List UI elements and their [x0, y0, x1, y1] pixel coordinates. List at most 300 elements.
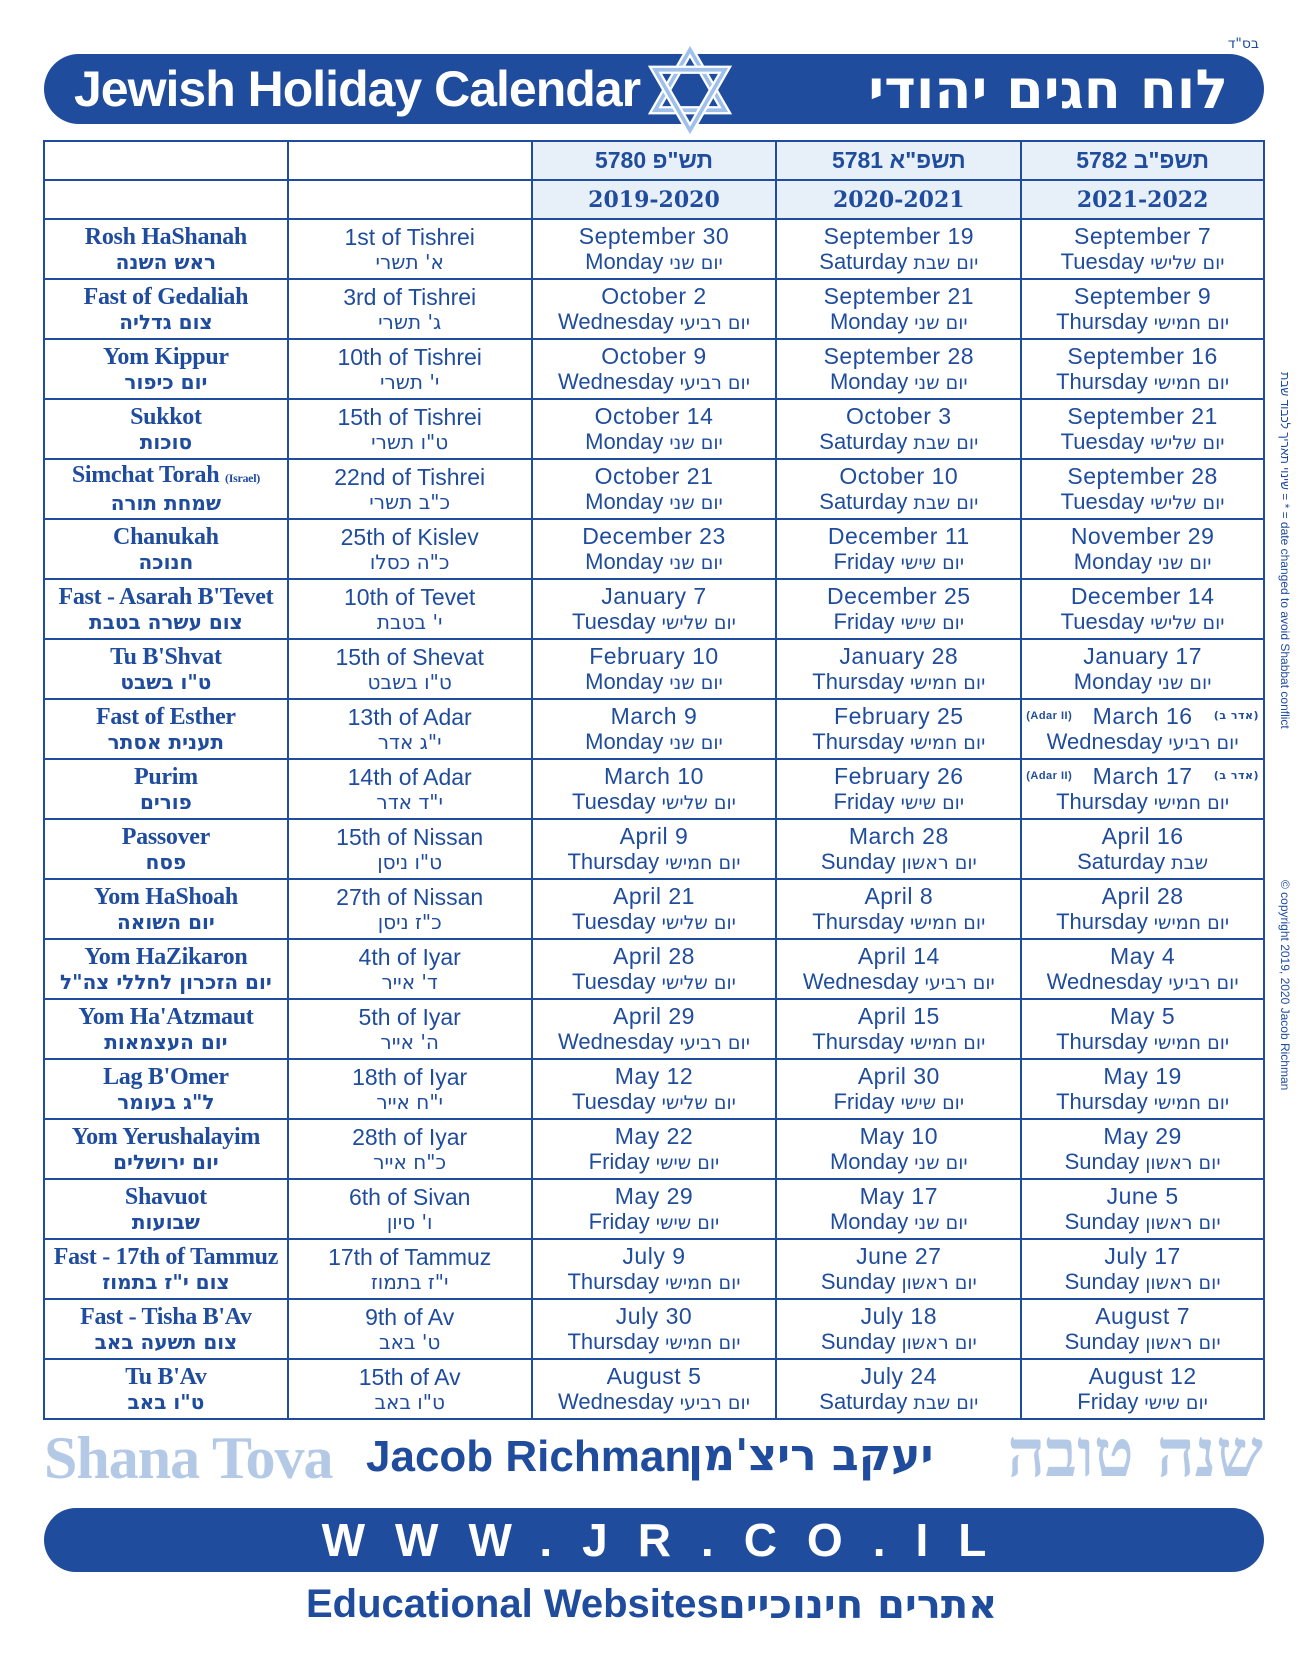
- holiday-name-cell: [44, 579, 288, 639]
- holiday-name-cell: [44, 339, 288, 399]
- holiday-name-english: [45, 704, 287, 730]
- holiday-name-cell: [44, 879, 288, 939]
- holiday-name-english: [45, 462, 287, 491]
- hebrew-date-hebrew: י' בטבת: [376, 609, 443, 634]
- gregorian-date-cell: [532, 579, 777, 639]
- gregorian-date: [777, 763, 1020, 789]
- holiday-name-english: [45, 1244, 287, 1270]
- hebrew-date-cell: [288, 699, 532, 759]
- shana-tova-english: Shana Tova: [44, 1425, 333, 1491]
- gregorian-date-cell: [1021, 879, 1264, 939]
- holiday-name-hebrew: צום י"ז בתמוז: [102, 1269, 230, 1294]
- gregorian-date-text: September 28: [823, 342, 975, 369]
- column-hebrew-year: 5781 תשפ"א: [776, 141, 1021, 180]
- weekday-hebrew: יום ראשון: [901, 1331, 977, 1354]
- gregorian-date-text: June 27: [856, 1242, 942, 1269]
- weekday-hebrew: יום ראשון: [1145, 1271, 1221, 1294]
- weekday-hebrew: יום ראשון: [901, 1271, 977, 1294]
- weekday: [1022, 1029, 1263, 1056]
- gregorian-date: [1022, 1363, 1263, 1389]
- gregorian-date-cell: [532, 339, 777, 399]
- weekday-english: Saturday: [819, 488, 908, 514]
- weekday-english: Wednesday: [557, 308, 674, 334]
- hebrew-date-english: 22nd of Tishrei: [334, 463, 486, 490]
- gregorian-date-text: April 15: [857, 1002, 940, 1029]
- holiday-name-english-text: Lag B'Omer: [103, 1063, 229, 1090]
- holiday-name-english: [45, 644, 287, 670]
- weekday: [777, 1329, 1020, 1356]
- weekday-english: Monday: [829, 1148, 909, 1174]
- weekday: [533, 429, 776, 456]
- hebrew-date-cell: [288, 399, 532, 459]
- hebrew-date-english: 15th of Shevat: [335, 643, 484, 670]
- gregorian-date-cell: [532, 1359, 777, 1419]
- holiday-row: [44, 1119, 1264, 1179]
- gregorian-date-cell: [776, 939, 1021, 999]
- weekday-hebrew: יום ראשון: [1145, 1211, 1221, 1234]
- weekday: [777, 729, 1020, 756]
- weekday-hebrew: יום חמישי: [1153, 371, 1230, 394]
- holiday-name-hebrew: חנוכה: [138, 549, 194, 574]
- holiday-name-hebrew: צום עשרה בטבת: [89, 609, 243, 634]
- holiday-name-cell: [44, 639, 288, 699]
- weekday-hebrew: יום רביעי: [924, 971, 995, 994]
- gregorian-date-cell: [776, 1179, 1021, 1239]
- weekday: [533, 669, 776, 696]
- header-empty-cell: [288, 180, 532, 219]
- adar-note-english: (Adar II): [1026, 769, 1073, 782]
- holiday-name-english-text: Fast of Esther: [96, 703, 236, 730]
- gregorian-date-cell: [532, 1179, 777, 1239]
- gregorian-date-cell: [776, 639, 1021, 699]
- gregorian-date-cell: [1021, 1119, 1264, 1179]
- weekday-hebrew: יום שלישי: [661, 611, 736, 634]
- gregorian-date-cell: [1021, 639, 1264, 699]
- weekday: [777, 1029, 1020, 1056]
- holiday-row: [44, 399, 1264, 459]
- hebrew-date-hebrew: א' תשרי: [375, 249, 444, 274]
- weekday-english: Sunday: [820, 1268, 896, 1294]
- gregorian-date: [777, 1363, 1020, 1389]
- hebrew-date-english: 15th of Nissan: [336, 823, 484, 850]
- gregorian-date-text: July 30: [615, 1302, 693, 1329]
- weekday: [1022, 1269, 1263, 1296]
- gregorian-date-text: September 28: [1067, 462, 1218, 489]
- holiday-name-hebrew: שמחת תורה: [110, 491, 222, 515]
- weekday-hebrew: יום שלישי: [1150, 611, 1225, 634]
- hebrew-date-english: 9th of Av: [365, 1303, 455, 1330]
- gregorian-date-text: July 9: [622, 1242, 686, 1269]
- educational-websites-hebrew: אתרים חינוכיים: [718, 1582, 998, 1628]
- gregorian-date-text: September 7: [1074, 222, 1212, 249]
- holiday-name-english-text: Chanukah: [113, 523, 219, 550]
- holiday-name-hebrew: ט"ו בשבט: [120, 669, 212, 694]
- weekday-hebrew: יום שלישי: [661, 911, 736, 934]
- holiday-name-english: [45, 524, 287, 550]
- hebrew-date-english: 17th of Tammuz: [328, 1243, 492, 1270]
- weekday-english: Monday: [829, 1208, 909, 1234]
- weekday: [533, 1029, 776, 1056]
- gregorian-date: [533, 1003, 776, 1029]
- gregorian-date: [1022, 1183, 1263, 1209]
- gregorian-date-text: May 29: [1103, 1122, 1182, 1149]
- gregorian-date-text: February 10: [589, 642, 719, 669]
- star-of-david-icon: [644, 44, 736, 136]
- gregorian-date: [1022, 283, 1263, 309]
- hebrew-date-cell: [288, 1179, 532, 1239]
- weekday-hebrew: יום חמישי: [1153, 311, 1230, 334]
- weekday-hebrew: יום חמישי: [1153, 911, 1230, 934]
- weekday: [1022, 609, 1263, 636]
- gregorian-date: [777, 823, 1020, 849]
- holiday-name-cell: [44, 459, 288, 519]
- gregorian-date: [777, 343, 1020, 369]
- holiday-name-english: [45, 1364, 287, 1390]
- weekday-hebrew: יום חמישי: [665, 1271, 741, 1294]
- column-gregorian-years: 2020-2021: [776, 180, 1021, 219]
- gregorian-date-text: June 5: [1106, 1182, 1179, 1209]
- hebrew-date-english: 3rd of Tishrei: [343, 283, 477, 310]
- weekday: [533, 969, 776, 996]
- weekday: [777, 789, 1020, 816]
- weekday-english: Saturday: [1077, 848, 1166, 874]
- website-url-link[interactable]: WWW.JR.CO.IL: [321, 1514, 1017, 1566]
- holiday-row: [44, 999, 1264, 1059]
- gregorian-date-cell: [532, 879, 777, 939]
- weekday-hebrew: יום שבת: [913, 431, 979, 454]
- header-empty-cell: [288, 141, 532, 180]
- holiday-name-cell: [44, 999, 288, 1059]
- holiday-name-english-text: Passover: [121, 823, 211, 850]
- weekday-hebrew: יום רביעי: [1168, 971, 1239, 994]
- author-name-hebrew: יעקב ריצ'מן: [688, 1430, 934, 1481]
- column-gregorian-years: 2021-2022: [1021, 180, 1264, 219]
- weekday-english: Monday: [585, 428, 664, 454]
- weekday-english: Friday: [588, 1148, 650, 1174]
- gregorian-date: [533, 583, 776, 609]
- header-banner: [44, 54, 1264, 124]
- gregorian-date-cell: [532, 219, 777, 279]
- gregorian-date-cell: [1021, 219, 1264, 279]
- hebrew-date-cell: [288, 579, 532, 639]
- gregorian-date: [533, 343, 776, 369]
- gregorian-date-cell: [1021, 1179, 1264, 1239]
- weekday-english: Monday: [585, 668, 664, 694]
- weekday-english: Sunday: [820, 1328, 896, 1354]
- holiday-name-english: [45, 284, 287, 310]
- gregorian-date: [777, 1123, 1020, 1149]
- gregorian-date-cell: [1021, 519, 1264, 579]
- holiday-name-hebrew: שבועות: [131, 1209, 200, 1234]
- gregorian-date: [533, 943, 776, 969]
- holiday-name-english-text: Fast - 17th of Tammuz: [53, 1243, 279, 1270]
- gregorian-date: [777, 403, 1020, 429]
- weekday-english: Thursday: [1056, 308, 1148, 334]
- holiday-name-hebrew: יום השואה: [117, 909, 215, 934]
- weekday-english: Tuesday: [572, 968, 656, 994]
- weekday: [777, 849, 1020, 876]
- holiday-name-english-text: Yom Ha'Atzmaut: [78, 1003, 254, 1030]
- weekday-english: Tuesday: [1060, 488, 1145, 514]
- weekday-hebrew: יום שלישי: [1150, 251, 1225, 274]
- holiday-name-english-text: Tu B'Shvat: [110, 643, 222, 670]
- weekday-english: Friday: [833, 788, 895, 814]
- gregorian-date-text: May 22: [614, 1122, 694, 1149]
- weekday-english: Friday: [1077, 1388, 1139, 1414]
- weekday: [1022, 249, 1263, 276]
- holiday-row: [44, 699, 1264, 759]
- weekday-english: Thursday: [567, 848, 660, 874]
- hebrew-date-english: 1st of Tishrei: [344, 223, 475, 250]
- weekday: [533, 1329, 776, 1356]
- gregorian-date: [777, 1183, 1020, 1209]
- gregorian-date: [533, 1183, 776, 1209]
- gregorian-date-cell: [776, 1119, 1021, 1179]
- holiday-name-hebrew: יום כיפור: [124, 369, 208, 394]
- hebrew-date-hebrew: ד' אייר: [381, 969, 438, 994]
- weekday-english: Sunday: [1064, 1268, 1140, 1294]
- educational-websites-english: Educational Websites: [306, 1582, 719, 1626]
- weekday: [1022, 369, 1263, 396]
- gregorian-date: [533, 403, 776, 429]
- hebrew-date-english: 5th of Iyar: [358, 1003, 461, 1030]
- weekday-english: Monday: [585, 248, 664, 274]
- gregorian-date-cell: [532, 1059, 777, 1119]
- weekday-hebrew: יום חמישי: [909, 671, 986, 694]
- weekday: [533, 789, 776, 816]
- weekday: [1022, 1389, 1263, 1416]
- weekday-hebrew: יום שני: [669, 731, 723, 754]
- hebrew-date-cell: [288, 939, 532, 999]
- holiday-name-hebrew: צום תשעה באב: [94, 1329, 238, 1354]
- weekday-english: Monday: [1073, 548, 1153, 574]
- weekday-english: Tuesday: [572, 608, 656, 634]
- holiday-row: [44, 219, 1264, 279]
- holiday-row: [44, 1359, 1264, 1419]
- weekday-hebrew: יום שישי: [655, 1151, 720, 1174]
- gregorian-date-cell: [776, 1299, 1021, 1359]
- gregorian-date-text: November 29: [1070, 522, 1215, 549]
- gregorian-date-text: December 14: [1070, 582, 1215, 609]
- weekday-english: Wednesday: [557, 1028, 674, 1054]
- gregorian-date: [1022, 703, 1263, 729]
- side-note: [1276, 372, 1294, 1192]
- weekday-hebrew: יום חמישי: [909, 731, 986, 754]
- weekday: [1022, 309, 1263, 336]
- gregorian-date-text: May 10: [859, 1122, 939, 1149]
- weekday-hebrew: יום שני: [669, 431, 723, 454]
- hebrew-date-hebrew: כ"ה כסלו: [369, 549, 450, 574]
- gregorian-date-text: October 9: [601, 342, 707, 369]
- holiday-name-english-text: Simchat Torah: [71, 462, 220, 488]
- gregorian-date: [777, 1063, 1020, 1089]
- holiday-name-english-text: Yom HaZikaron: [84, 943, 248, 970]
- weekday: [533, 489, 776, 516]
- holiday-name-hebrew: פסח: [145, 849, 187, 874]
- weekday: [1022, 849, 1263, 876]
- gregorian-date: [533, 463, 776, 489]
- weekday-english: Monday: [829, 368, 909, 394]
- hebrew-date-cell: [288, 819, 532, 879]
- header-row-hebrew-years: [44, 141, 1264, 180]
- weekday: [533, 249, 776, 276]
- weekday-hebrew: יום שני: [1158, 551, 1212, 574]
- weekday-hebrew: יום שלישי: [661, 791, 736, 814]
- gregorian-date-text: April 21: [612, 882, 695, 909]
- weekday: [1022, 429, 1263, 456]
- holiday-name-note: (Israel): [225, 471, 260, 485]
- gregorian-date: [533, 1303, 776, 1329]
- holiday-name-english-text: Sukkot: [130, 403, 202, 430]
- weekday-english: Wednesday: [557, 1388, 674, 1414]
- gregorian-date-cell: [532, 759, 777, 819]
- page-title-english: Jewish Holiday Calendar: [74, 61, 641, 117]
- gregorian-date-cell: [776, 999, 1021, 1059]
- weekday-hebrew: יום שני: [669, 491, 723, 514]
- gregorian-date-text: January 7: [601, 582, 707, 609]
- weekday: [777, 1089, 1020, 1116]
- weekday-hebrew: יום חמישי: [665, 1331, 741, 1354]
- gregorian-date-cell: [1021, 1299, 1264, 1359]
- gregorian-date-cell: [532, 1119, 777, 1179]
- holiday-name-cell: [44, 699, 288, 759]
- gregorian-date-cell: [1021, 699, 1264, 759]
- adar-note-english: (Adar II): [1026, 709, 1073, 722]
- weekday-english: Tuesday: [572, 788, 656, 814]
- gregorian-date-text: September 30: [578, 222, 730, 249]
- gregorian-date-text: December 23: [582, 522, 726, 549]
- hebrew-date-hebrew: י"ג אדר: [377, 729, 442, 754]
- gregorian-date-cell: [1021, 1239, 1264, 1299]
- weekday: [777, 609, 1020, 636]
- gregorian-date: [533, 823, 776, 849]
- weekday-hebrew: יום שלישי: [661, 971, 736, 994]
- weekday-english: Wednesday: [557, 368, 674, 394]
- gregorian-date: [777, 523, 1020, 549]
- weekday-english: Sunday: [820, 848, 896, 874]
- gregorian-date: [1022, 463, 1263, 489]
- holiday-name-cell: [44, 1359, 288, 1419]
- weekday-english: Friday: [833, 1088, 895, 1114]
- gregorian-date-text: October 14: [594, 402, 714, 429]
- holiday-row: [44, 279, 1264, 339]
- weekday: [777, 969, 1020, 996]
- gregorian-date: [533, 1243, 776, 1269]
- website-banner[interactable]: [44, 1508, 1264, 1572]
- weekday-hebrew: יום רביעי: [679, 311, 750, 334]
- holiday-row: [44, 1299, 1264, 1359]
- weekday-hebrew: יום שני: [669, 671, 723, 694]
- hebrew-date-cell: [288, 999, 532, 1059]
- hebrew-date-hebrew: כ"ז ניסן: [377, 909, 442, 934]
- weekday-hebrew: יום חמישי: [909, 911, 986, 934]
- hebrew-date-hebrew: ט"ו ניסן: [377, 849, 443, 874]
- weekday: [533, 549, 776, 576]
- gregorian-date-text: March 17: [1092, 762, 1193, 789]
- gregorian-date-text: October 2: [601, 282, 707, 309]
- gregorian-date: [533, 523, 776, 549]
- hebrew-date-hebrew: י"ח אייר: [376, 1089, 444, 1114]
- hebrew-date-hebrew: כ"ח אייר: [373, 1149, 447, 1174]
- weekday-english: Thursday: [1056, 1088, 1148, 1114]
- gregorian-date-text: March 10: [604, 762, 704, 789]
- weekday-english: Monday: [585, 488, 664, 514]
- weekday-hebrew: יום חמישי: [1153, 1091, 1230, 1114]
- weekday: [533, 1149, 776, 1176]
- weekday: [777, 369, 1020, 396]
- gregorian-date-text: April 16: [1101, 822, 1184, 849]
- weekday-english: Tuesday: [1060, 608, 1145, 634]
- weekday-english: Tuesday: [1060, 428, 1145, 454]
- weekday-hebrew: יום ראשון: [901, 851, 977, 874]
- gregorian-date-text: April 28: [1101, 882, 1184, 909]
- gregorian-date-text: December 25: [827, 582, 971, 609]
- weekday: [777, 1209, 1020, 1236]
- hebrew-date-english: 27th of Nissan: [336, 883, 484, 910]
- weekday-hebrew: שבת: [1171, 851, 1209, 874]
- weekday: [777, 669, 1020, 696]
- holiday-name-hebrew: פורים: [139, 789, 192, 814]
- holiday-name-english: [45, 584, 287, 610]
- weekday-english: Tuesday: [572, 1088, 656, 1114]
- weekday: [1022, 729, 1263, 756]
- weekday-hebrew: יום שישי: [900, 611, 965, 634]
- weekday: [533, 1089, 776, 1116]
- holiday-name-english-text: Yom HaShoah: [93, 883, 238, 910]
- weekday: [1022, 1209, 1263, 1236]
- gregorian-date-text: January 17: [1083, 642, 1203, 669]
- weekday-hebrew: יום שני: [914, 311, 968, 334]
- hebrew-date-hebrew: ג' תשרי: [378, 309, 442, 334]
- holiday-name-hebrew: צום גדליה: [119, 309, 213, 334]
- weekday-hebrew: יום רביעי: [679, 371, 750, 394]
- gregorian-date: [1022, 883, 1263, 909]
- hebrew-date-english: 13th of Adar: [347, 703, 472, 730]
- weekday-english: Sunday: [1064, 1208, 1140, 1234]
- gregorian-date-text: September 21: [823, 282, 975, 309]
- gregorian-date-text: January 28: [839, 642, 959, 669]
- header-empty-cell: [44, 180, 288, 219]
- gregorian-date-cell: [776, 459, 1021, 519]
- gregorian-date-text: May 19: [1103, 1062, 1182, 1089]
- weekday: [533, 909, 776, 936]
- gregorian-date-cell: [1021, 1059, 1264, 1119]
- gregorian-date-text: October 3: [846, 402, 952, 429]
- weekday-english: Saturday: [819, 248, 908, 274]
- gregorian-date: [1022, 403, 1263, 429]
- gregorian-date-cell: [532, 699, 777, 759]
- gregorian-date-text: March 9: [610, 702, 698, 729]
- gregorian-date: [1022, 1243, 1263, 1269]
- gregorian-date-text: August 7: [1095, 1302, 1190, 1329]
- weekday-english: Friday: [588, 1208, 650, 1234]
- holiday-name-english-text: Tu B'Av: [125, 1363, 207, 1390]
- weekday-hebrew: יום רביעי: [679, 1391, 750, 1414]
- gregorian-date: [533, 703, 776, 729]
- hebrew-date-cell: [288, 1299, 532, 1359]
- hebrew-date-english: 15th of Tishrei: [337, 403, 482, 430]
- weekday-english: Saturday: [819, 1388, 908, 1414]
- column-hebrew-year: 5780 תש"פ: [532, 141, 777, 180]
- gregorian-date-cell: [776, 339, 1021, 399]
- adar-note-hebrew: (אדר ב): [1213, 708, 1259, 722]
- weekday: [533, 609, 776, 636]
- weekday-hebrew: יום שלישי: [661, 1091, 736, 1114]
- holiday-table: [43, 140, 1265, 1420]
- weekday-english: Tuesday: [1060, 248, 1145, 274]
- weekday-english: Thursday: [812, 668, 904, 694]
- gregorian-date: [1022, 1123, 1263, 1149]
